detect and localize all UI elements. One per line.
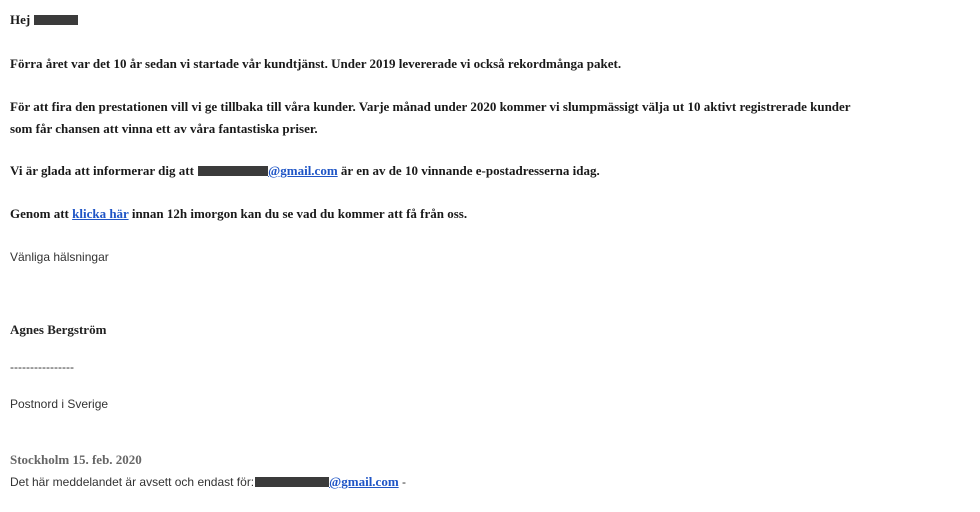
cta-text-suffix: innan 12h imorgon kan du se vad du kommer att få från oss. <box>131 206 468 221</box>
paragraph-winner <box>10 160 600 182</box>
paragraph-celebration-line-1: För att fira den prestationen vill vi ge tillbaka till våra kunder. Varje månad under 2020 kommer vi slumpmässigt välja ut 10 aktivt registrerade kunder <box>10 99 851 114</box>
footer-notice-prefix: Det här meddelandet är avsett och endast för: <box>10 475 255 489</box>
cta-text-prefix: Genom att <box>10 206 69 221</box>
signature-separator: ---------------- <box>10 360 74 374</box>
redacted-name <box>34 15 78 25</box>
paragraph-celebration-line-2: som får chansen att vinna ett av våra fantastiska priser. <box>10 121 318 136</box>
footer-email-link[interactable]: @gmail.com <box>329 474 399 489</box>
paragraph-call-to-action <box>10 203 467 225</box>
greeting-text: Hej <box>10 12 31 27</box>
winner-email-link[interactable]: @gmail.com <box>268 163 338 178</box>
paragraph-anniversary: Förra året var det 10 år sedan vi startade vår kundtjänst. Under 2019 levererade vi också rekordmånga paket. <box>10 56 622 71</box>
winner-text-suffix: är en av de 10 vinnande e-postadresserna idag. <box>340 163 600 178</box>
signature-name: Agnes Bergström <box>10 322 107 337</box>
winner-text-prefix: Vi är glada att informerar dig att <box>10 163 194 178</box>
closing-greeting: Vänliga hälsningar <box>10 250 109 264</box>
redacted-email-address <box>198 166 268 176</box>
redacted-footer-email <box>255 477 329 487</box>
click-here-link[interactable]: klicka här <box>72 206 129 221</box>
footer-suffix: - <box>402 475 406 489</box>
footer-notice <box>10 471 406 493</box>
greeting-line <box>10 9 79 31</box>
signature-organization: Postnord i Sverige <box>10 397 109 411</box>
footer-place-date: Stockholm 15. feb. 2020 <box>10 452 142 467</box>
